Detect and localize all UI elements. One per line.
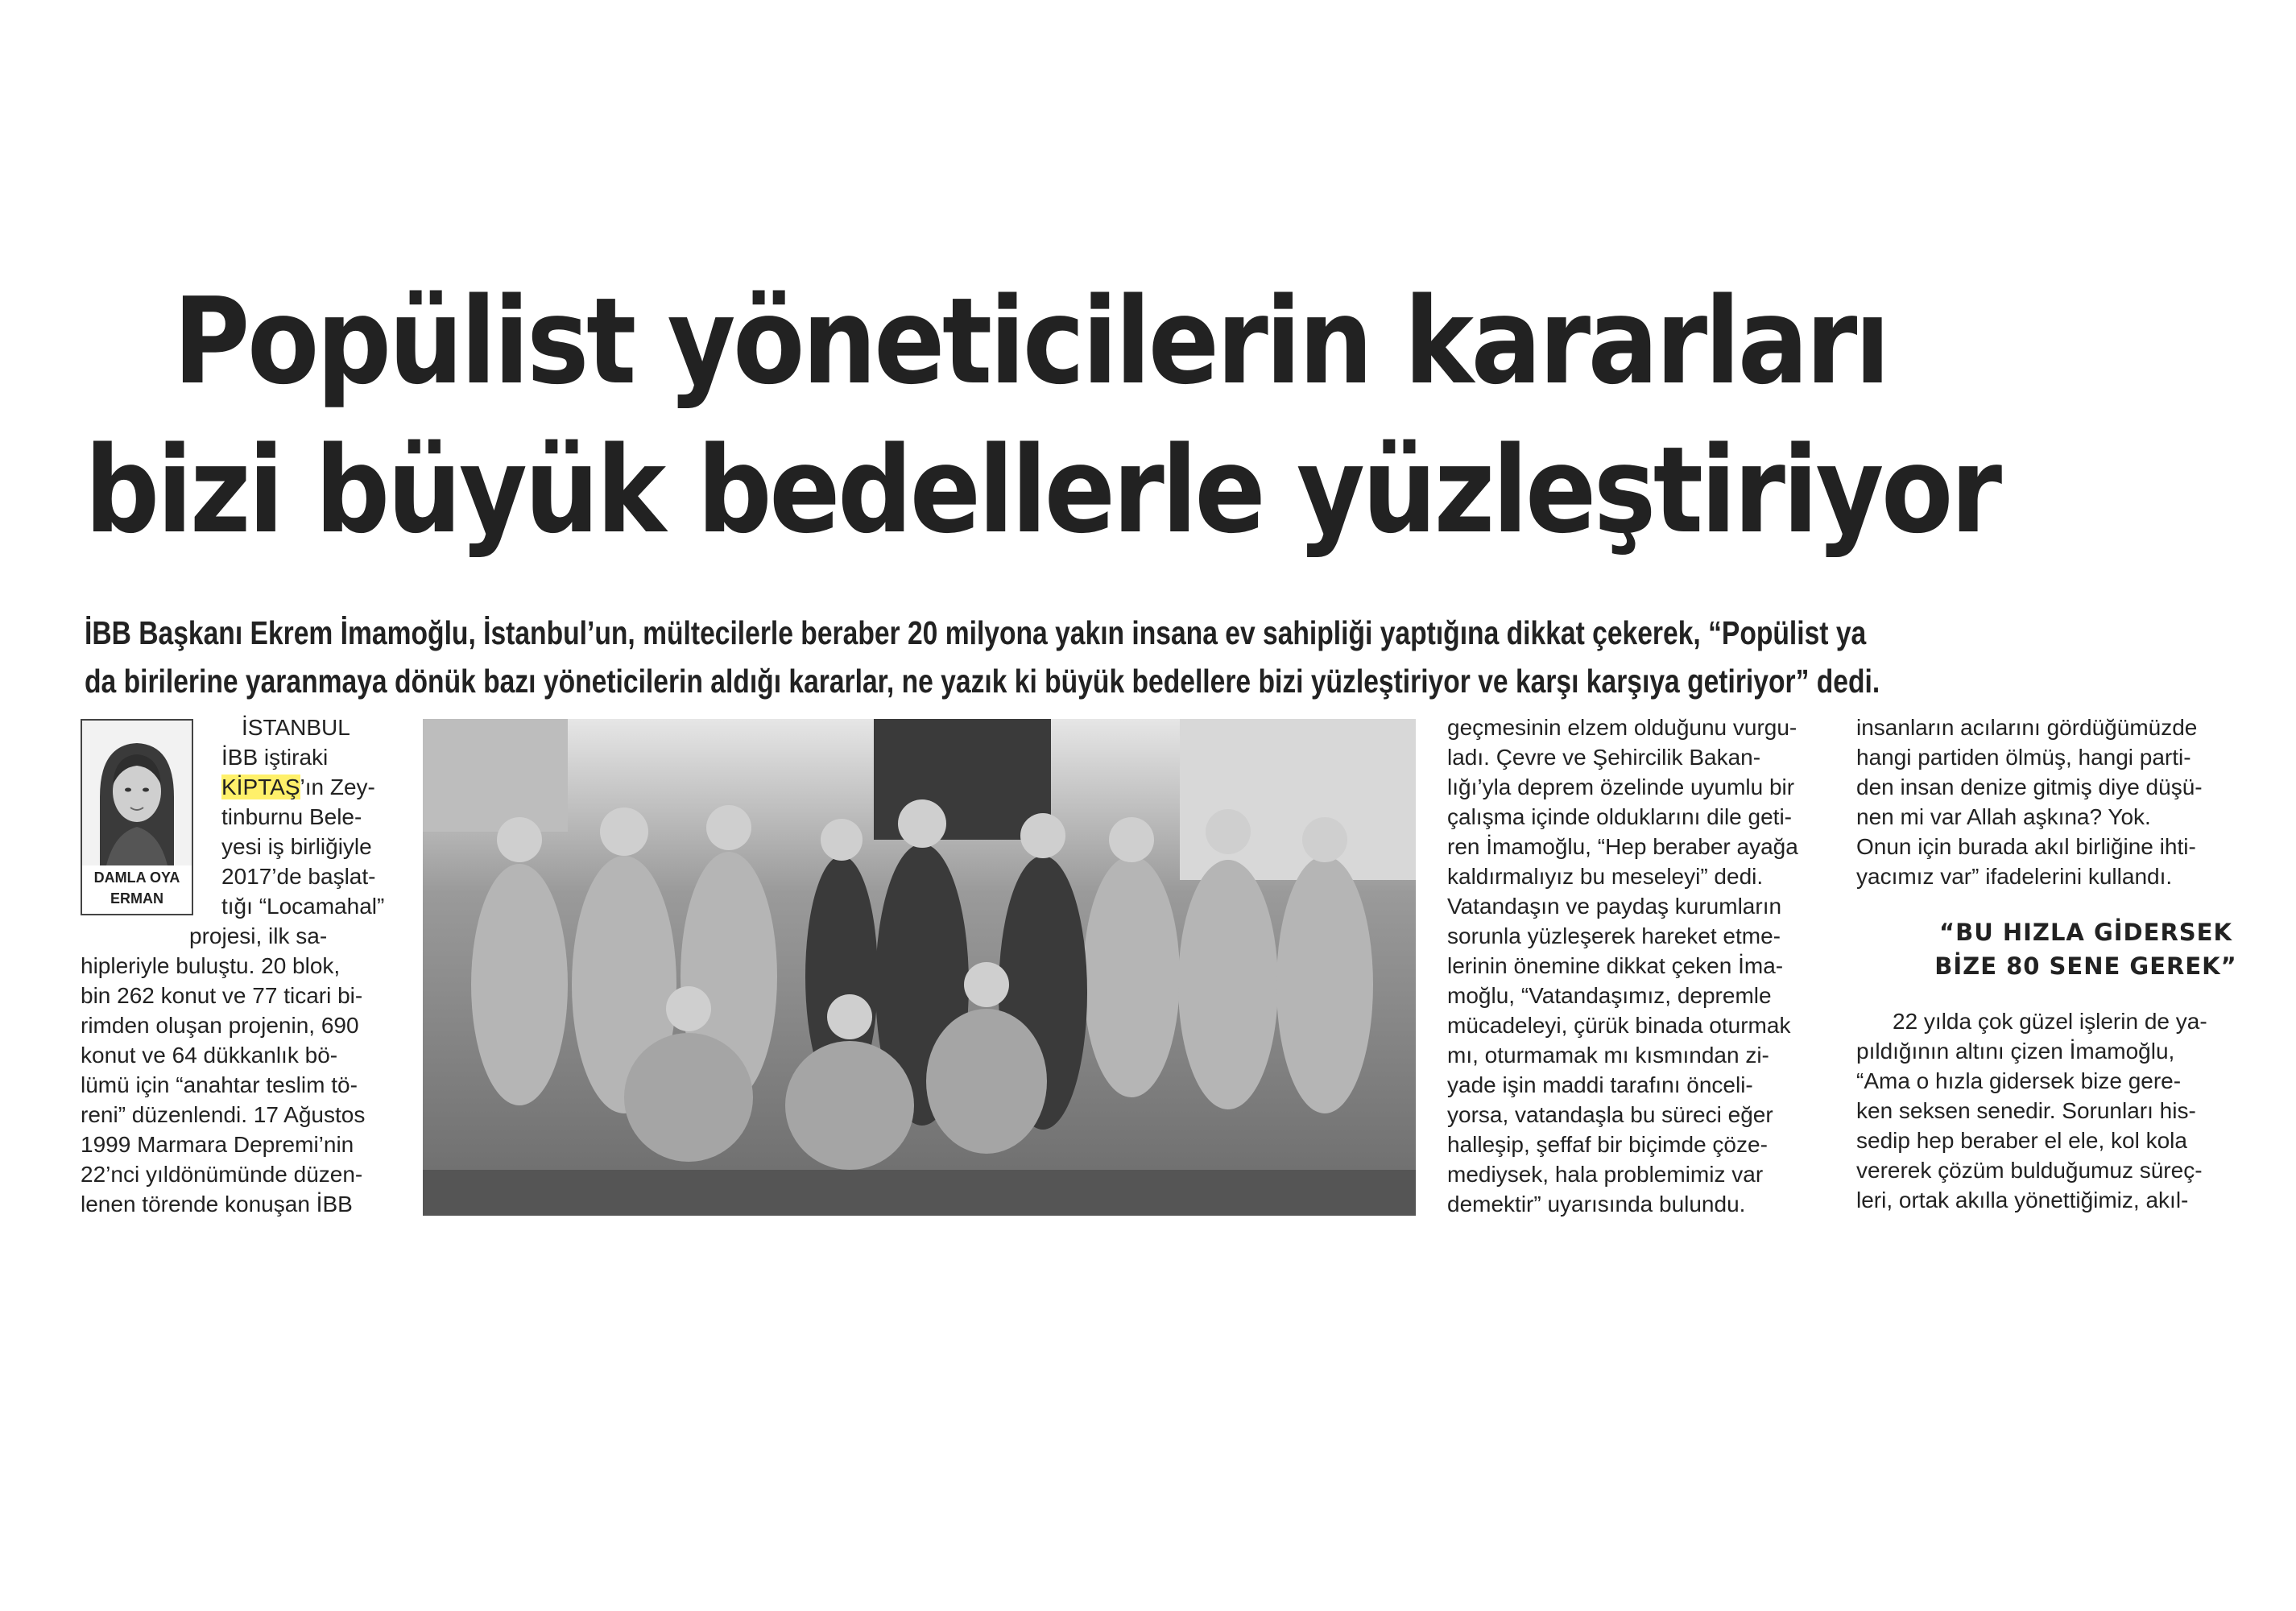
column-3-continued xyxy=(1856,1006,2207,1215)
subhead-line-2: BİZE 80 SENE GEREK” xyxy=(1934,952,2237,980)
column-3 xyxy=(1856,713,2203,891)
text-line: reni” düzenlendi. 17 Ağustos xyxy=(81,1102,366,1127)
text-line: ladı. Çevre ve Şehircilik Bakan- xyxy=(1447,745,1761,770)
text-line: ren İmamoğlu, “Hep beraber ayağa xyxy=(1447,834,1798,859)
text-line: “Ama o hızla gidersek bize gere- xyxy=(1856,1068,2182,1093)
text-line: konut ve 64 dükkanlık bö- xyxy=(81,1043,338,1068)
text-line: pıldığının altını çizen İmamoğlu, xyxy=(1856,1039,2175,1064)
text-line: sedip hep beraber el ele, kol kola xyxy=(1856,1128,2187,1153)
author-name: DAMLA OYA ERMAN xyxy=(93,870,180,907)
text-line: tinburnu Bele- xyxy=(221,804,362,829)
text-line: bin 262 konut ve 77 ticari bi- xyxy=(81,983,363,1008)
text-line: hipleriyle buluştu. 20 blok, xyxy=(81,953,341,978)
text-line: çalışma içinde olduklarını dile geti- xyxy=(1447,804,1792,829)
text-line: nen mi var Allah aşkına? Yok. xyxy=(1856,804,2151,829)
text-line: den insan denize gitmiş diye düşü- xyxy=(1856,775,2203,799)
text-line: vererek çözüm bulduğumuz süreç- xyxy=(1856,1158,2203,1183)
text-line: insanların acılarını gördüğümüzde xyxy=(1856,715,2198,740)
text-line: yacımız var” ifadelerini kullandı. xyxy=(1856,864,2173,889)
text-line: kaldırmalıyız bu meseleyi” dedi. xyxy=(1447,864,1764,889)
text-line: lerinin önemine dikkat çeken İma- xyxy=(1447,953,1784,978)
kiptas-highlight: KİPTAŞ xyxy=(221,775,300,799)
text-line: demektir” uyarısında bulundu. xyxy=(1447,1192,1746,1217)
text-line: yorsa, vatandaşla bu süreci eğer xyxy=(1447,1102,1773,1127)
headline-line-1: Popülist yöneticilerin kararları xyxy=(173,272,1888,411)
group-photo-icon xyxy=(423,719,1416,1216)
text-line: 22 yılda çok güzel işlerin de ya- xyxy=(1893,1009,2207,1034)
headline-line-2: bizi büyük bedellerle yüzleştiriyor xyxy=(85,421,2000,560)
text-line: Onun için burada akıl birliğine ihti- xyxy=(1856,834,2196,859)
text-line: 22’nci yıldönümünde düzen- xyxy=(81,1162,363,1187)
text-line: Vatandaşın ve paydaş kurumların xyxy=(1447,894,1782,919)
text-line: leri, ortak akılla yönettiğimiz, akıl- xyxy=(1856,1188,2189,1212)
spot-line-1: İBB Başkanı Ekrem İmamoğlu, İstanbul’un, mültecilerle beraber 20 milyona yakın insana ev sahipliği yaptığına dikkat çekerek, “Popülist ya xyxy=(85,614,1867,651)
text-line: sorunla yüzleşerek hareket etme- xyxy=(1447,923,1781,948)
text-line: 1999 Marmara Depremi’nin xyxy=(81,1132,354,1157)
text-line: rimden oluşan projenin, 690 xyxy=(81,1013,359,1038)
text-line: İBB iştiraki xyxy=(221,745,329,770)
text-line: mı, oturmamak mı kısmından zi- xyxy=(1447,1043,1769,1068)
text-line: mücadeleyi, çürük binada oturmak xyxy=(1447,1013,1791,1038)
text-line: lenen törende konuşan İBB xyxy=(81,1192,353,1217)
text-line: lığı’yla deprem özelinde uyumlu bir xyxy=(1447,775,1795,799)
text-line: KİPTAŞ’ın Zey- xyxy=(221,775,375,799)
text-line: halleşip, şeffaf bir biçimde çöze- xyxy=(1447,1132,1768,1157)
text-line: projesi, ilk sa- xyxy=(189,923,328,948)
text-line: mediysek, hala problemimiz var xyxy=(1447,1162,1764,1187)
text-line: yesi iş birliğiyle xyxy=(221,834,372,859)
text-line: yade işin maddi tarafını önceli- xyxy=(1447,1072,1753,1097)
text-line: ken seksen senedir. Sorunları his- xyxy=(1856,1098,2196,1123)
text-line: lümü için “anahtar teslim tö- xyxy=(81,1072,358,1097)
text-line: hangi partiden ölmüş, hangi parti- xyxy=(1856,745,2191,770)
text-line: 2017’de başlat- xyxy=(221,864,376,889)
column-2 xyxy=(1447,713,1798,1219)
text-line: moğlu, “Vatandaşımız, depremle xyxy=(1447,983,1772,1008)
text-line: İSTANBUL xyxy=(242,715,350,740)
text-line: tığı “Locamahal” xyxy=(221,894,385,919)
subhead-line-1: “BU HIZLA GİDERSEK xyxy=(1939,919,2232,946)
text-line: geçmesinin elzem olduğunu vurgu- xyxy=(1447,715,1797,740)
spot-line-2: da birilerine yaranmaya dönük bazı yöneticilerin aldığı kararlar, ne yazık ki büyük bedellere bizi yüzleştiriyor ve karşı karşıya getiriyor” dedi. xyxy=(85,663,1880,700)
column-1 xyxy=(81,713,384,1219)
